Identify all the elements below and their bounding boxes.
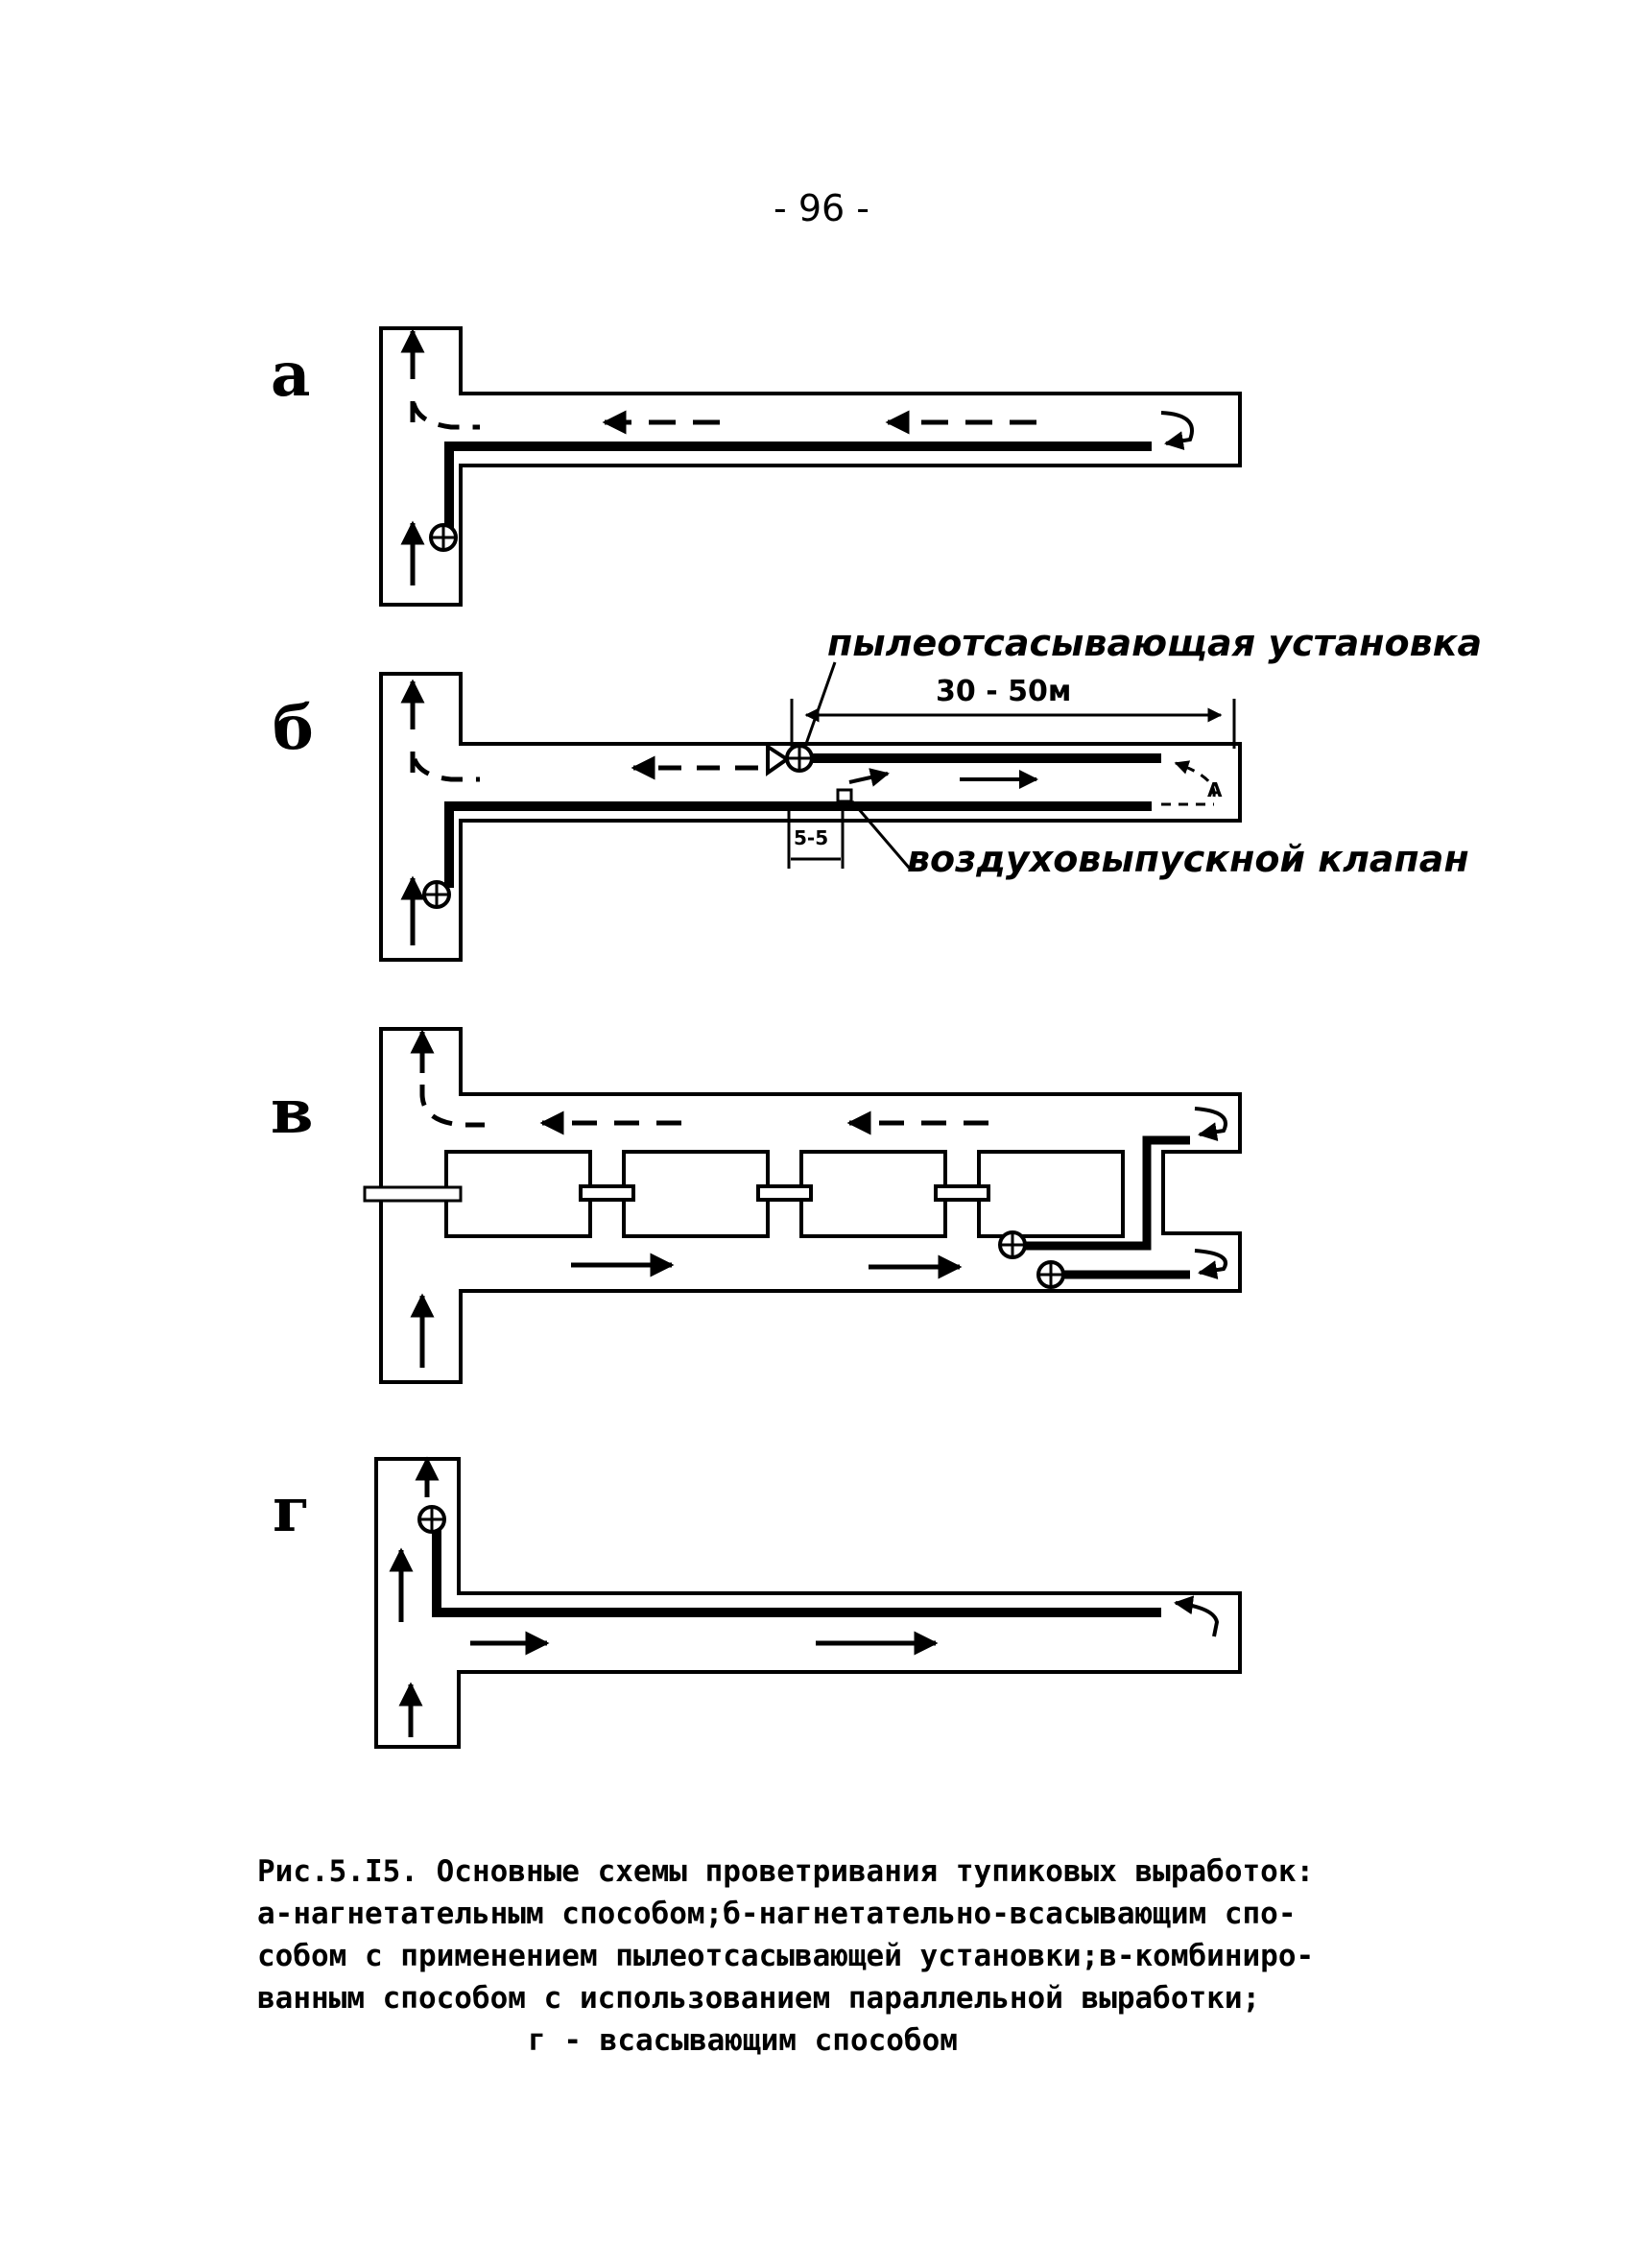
scheme-v-door-left: [365, 1187, 461, 1201]
label-a: a: [271, 339, 311, 411]
label-g: г: [273, 1474, 311, 1546]
scheme-a-fan-icon: [431, 525, 456, 550]
scheme-g-outline: [376, 1459, 1240, 1747]
scheme-b-point-a: А: [1207, 778, 1223, 801]
caption-line-1: Рис.5.I5. Основные схемы проветривания тупиковых выработок:: [257, 1854, 1315, 1889]
figure-caption: [257, 1850, 1390, 2062]
scheme-v: [271, 1029, 1240, 1382]
scheme-v-door-1: [581, 1186, 633, 1200]
scheme-v-return-dashed-corner: [422, 1085, 485, 1125]
caption-line-3: собом с применением пылеотсасывающей установки;в-комбиниро-: [257, 1939, 1315, 1973]
scheme-b-spacing-label: 5-5: [794, 826, 829, 849]
scheme-b-dust-leader: [806, 662, 835, 744]
scheme-b-valve-label: воздуховыпускной клапан: [907, 838, 1469, 880]
scheme-a-outline: [381, 328, 1240, 605]
scheme-v-pillar-1: [446, 1152, 590, 1236]
scheme-b-return-dashed-corner: [413, 749, 480, 779]
scheme-g: [273, 1459, 1240, 1747]
scheme-a-turn-arrow: [1161, 413, 1192, 443]
label-b: б: [273, 692, 314, 764]
scheme-v-turn-arrow-top: [1195, 1109, 1226, 1134]
scheme-v-pillar-3: [801, 1152, 945, 1236]
scheme-b-arrow-right-1: [849, 774, 888, 782]
scheme-g-face-arrow: [1176, 1603, 1217, 1636]
scheme-v-door-3: [936, 1186, 988, 1200]
scheme-b-outline: [381, 674, 1240, 960]
scheme-g-fan-icon: [419, 1507, 444, 1532]
scheme-b-inlet-fan-icon: [424, 882, 449, 907]
scheme-a-return-dashed-corner: [413, 395, 480, 427]
caption-line-2: а-нагнетательным способом;б-нагнетательно-всасывающим спо-: [257, 1897, 1297, 1931]
scheme-v-outline: [381, 1029, 1240, 1382]
page-number: - 96 -: [774, 187, 869, 229]
caption-line-4: ванным способом с использованием параллельной выработки;: [257, 1981, 1261, 2016]
scheme-v-pillar-2: [624, 1152, 768, 1236]
caption-line-5: г - всасывающим способом: [528, 2023, 958, 2058]
scheme-g-duct: [437, 1526, 1161, 1612]
scheme-b-valve-icon: [838, 790, 851, 801]
scheme-b-dust-unit-label: пылеотсасывающая установка: [827, 622, 1483, 664]
scheme-v-turn-arrow-bottom: [1195, 1251, 1226, 1273]
scheme-a: [271, 328, 1240, 605]
label-v: в: [271, 1076, 314, 1148]
scheme-v-door-2: [758, 1186, 811, 1200]
scheme-b-valve-leader: [852, 801, 910, 869]
scheme-a-duct: [449, 446, 1152, 533]
scheme-b: [273, 622, 1482, 960]
scheme-v-fan-2-icon: [1038, 1262, 1063, 1287]
scheme-v-fan-1-icon: [1000, 1232, 1025, 1257]
scheme-b-dust-unit-icon: [768, 746, 812, 773]
scheme-v-pillar-4: [979, 1152, 1123, 1236]
scheme-b-distance-label: 30 - 50м: [936, 675, 1072, 708]
